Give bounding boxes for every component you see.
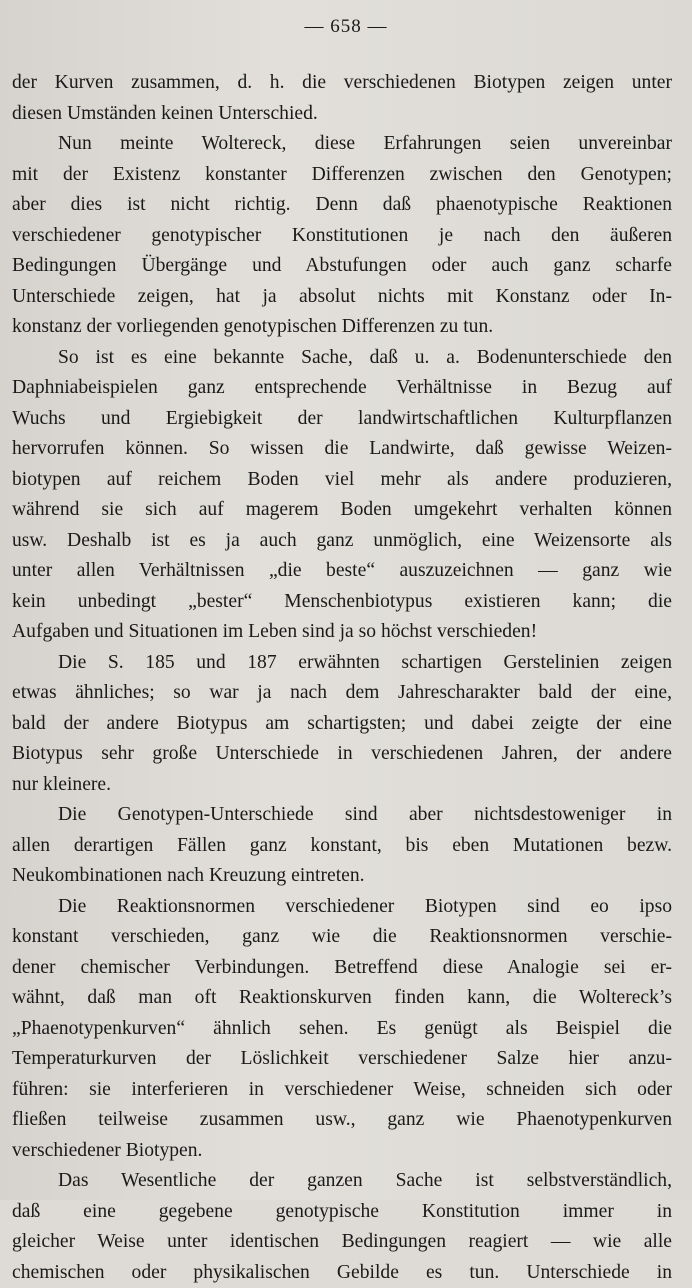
text-line: allen derartigen Fällen ganz konstant, bis eben Mutationen bezw. [12,831,672,862]
text-line: konstanz der vorliegenden genotypischen Differenzen zu tun. [12,312,672,343]
text-line: fließen teilweise zusammen usw., ganz wie Phaenotypenkurven [12,1105,672,1136]
text-line: Biotypus sehr große Unterschiede in verschiedenen Jahren, der andere [12,739,672,770]
text-line: So ist es eine bekannte Sache, daß u. a. Bodenunterschiede den [12,343,672,374]
text-line: Die Reaktionsnormen verschiedener Biotypen sind eo ipso [12,892,672,923]
text-line: Das Wesentliche der ganzen Sache ist selbstverständlich, [12,1166,672,1197]
text-line: Nun meinte Woltereck, diese Erfahrungen seien unvereinbar [12,129,672,160]
text-line: nur kleinere. [12,770,672,801]
text-line: Die S. 185 und 187 erwähnten schartigen Gerstelinien zeigen [12,648,672,679]
text-line: Aufgaben und Situationen im Leben sind ja so höchst verschieden! [12,617,672,648]
text-line: daß eine gegebene genotypische Konstitution immer in [12,1197,672,1228]
text-line: Temperaturkurven der Löslichkeit verschiedener Salze hier anzu- [12,1044,672,1075]
text-line: mit der Existenz konstanter Differenzen zwischen den Genotypen; [12,160,672,191]
text-line: Bedingungen Übergänge und Abstufungen oder auch ganz scharfe [12,251,672,282]
text-line: biotypen auf reichem Boden viel mehr als andere produzieren, [12,465,672,496]
text-line: Neukombinationen nach Kreuzung eintreten. [12,861,672,892]
text-line: unter allen Verhältnissen „die beste“ auszuzeichnen — ganz wie [12,556,672,587]
text-line: usw. Deshalb ist es ja auch ganz unmöglich, eine Weizensorte als [12,526,672,557]
text-line: während sie sich auf magerem Boden umgekehrt verhalten können [12,495,672,526]
text-line: kein unbedingt „bester“ Menschenbiotypus existieren kann; die [12,587,672,618]
text-line: dener chemischer Verbindungen. Betreffend diese Analogie sei er- [12,953,672,984]
page-number: — 658 — [0,16,692,38]
text-line: verschiedener Biotypen. [12,1136,672,1167]
text-line: „Phaenotypenkurven“ ähnlich sehen. Es genügt als Beispiel die [12,1014,672,1045]
text-line: der Kurven zusammen, d. h. die verschiedenen Biotypen zeigen unter [12,68,672,99]
text-line: Daphniabeispielen ganz entsprechende Verhältnisse in Bezug auf [12,373,672,404]
text-line: führen: sie interferieren in verschiedener Weise, schneiden sich oder [12,1075,672,1106]
text-line: wähnt, daß man oft Reaktionskurven finden kann, die Woltereck’s [12,983,672,1014]
text-line: diesen Umständen keinen Unterschied. [12,99,672,130]
text-line: chemischen oder physikalischen Gebilde es tun. Unterschiede in [12,1258,672,1288]
text-line: hervorrufen können. So wissen die Landwirte, daß gewisse Weizen- [12,434,672,465]
text-line: Unterschiede zeigen, hat ja absolut nichts mit Konstanz oder In- [12,282,672,313]
text-line: Wuchs und Ergiebigkeit der landwirtschaftlichen Kulturpflanzen [12,404,672,435]
text-line: Die Genotypen-Unterschiede sind aber nichtsdestoweniger in [12,800,672,831]
text-line: bald der andere Biotypus am schartigsten; und dabei zeigte der eine [12,709,672,740]
body-text [12,68,672,1288]
text-line: gleicher Weise unter identischen Bedingungen reagiert — wie alle [12,1227,672,1258]
text-line: konstant verschieden, ganz wie die Reaktionsnormen verschie- [12,922,672,953]
text-line: etwas ähnliches; so war ja nach dem Jahrescharakter bald der eine, [12,678,672,709]
text-line: aber dies ist nicht richtig. Denn daß phaenotypische Reaktionen [12,190,672,221]
text-line: verschiedener genotypischer Konstitutionen je nach den äußeren [12,221,672,252]
